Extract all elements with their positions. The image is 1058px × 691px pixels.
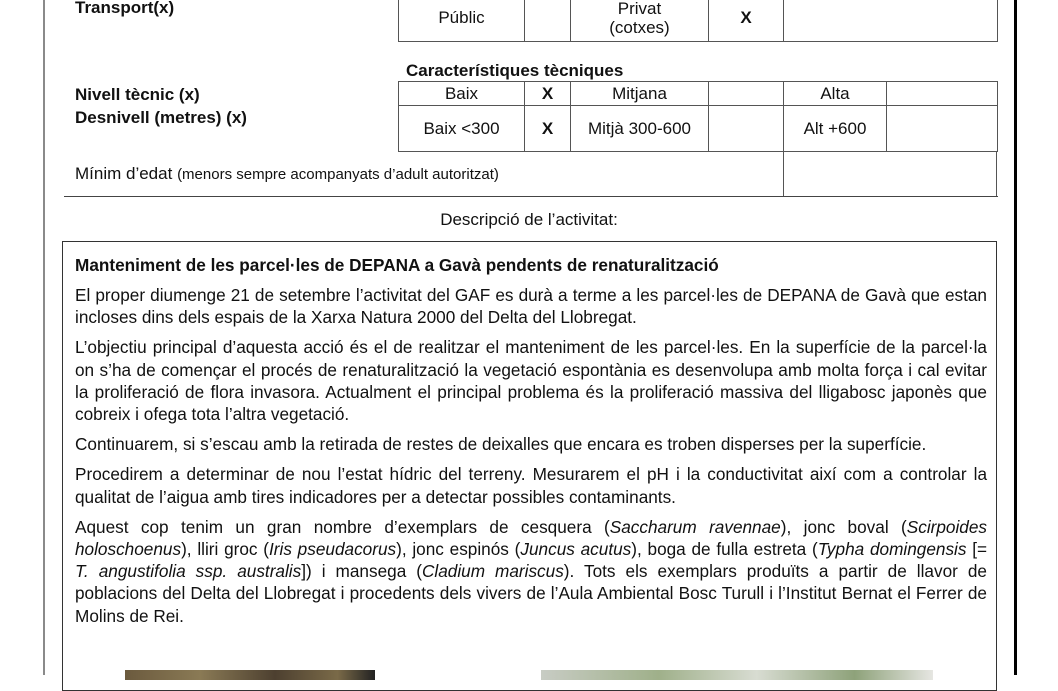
elevation-high-label: Alt +600: [784, 106, 887, 152]
min-age-note: (menors sempre acompanyats d’adult autoritzat): [177, 166, 499, 183]
description-heading: Descripció de l’activitat:: [440, 210, 618, 229]
technical-table: [398, 81, 998, 152]
transport-private-line2: (cotxes): [609, 18, 670, 37]
min-age-row: [75, 164, 499, 184]
description-paragraph-3: Continuarem, si s’escau amb la retirada de restes de deixalles que encara es troben disperses per la superfície.: [75, 434, 927, 455]
p5-text: ), jonc espinós (: [396, 539, 521, 560]
description-box: [62, 241, 997, 691]
species-name: Scirpoides holoschoenus: [75, 516, 988, 560]
page-right-border: [1014, 0, 1017, 675]
species-name: Typha domingensis: [817, 539, 967, 560]
elevation-mid-label: Mitjà 300-600: [571, 106, 709, 152]
elevation-high-mark[interactable]: [887, 106, 998, 152]
photo-left: [125, 670, 375, 680]
transport-private-label: [571, 0, 709, 42]
species-name: Cladium mariscus: [421, 561, 564, 582]
description-paragraph-5: [75, 516, 987, 627]
p5-text: ), jonc boval (: [780, 516, 907, 537]
level-label: Nivell tècnic (x): [75, 85, 200, 104]
level-high-mark[interactable]: [887, 82, 998, 106]
transport-private-mark[interactable]: X: [709, 0, 784, 42]
technical-heading: Característiques tècniques: [406, 61, 624, 80]
elevation-label: Desnivell (metres) (x): [75, 108, 247, 127]
transport-extra: [784, 0, 998, 42]
p5-text: ), boga de fulla estreta (: [631, 539, 818, 560]
min-age-label: Mínim d’edat: [75, 164, 173, 183]
description-paragraph-4: Procedirem a determinar de nou l’estat hídric del terreny. Mesurarem el pH i la conductivitat així com a controlar la qualitat de l’aigua amb tires indicadores per a detectar possibles contaminants.: [75, 464, 987, 507]
level-mid-mark[interactable]: [709, 82, 784, 106]
species-name: Saccharum ravennae: [609, 516, 781, 537]
elevation-low-label: Baix <300: [399, 106, 525, 152]
species-name: T. angustifolia ssp. australis: [75, 561, 302, 582]
level-low-mark[interactable]: X: [525, 82, 571, 106]
description-paragraph-2: L’objectiu principal d’aquesta acció és el de realitzar el manteniment de les parcel·les. En la superfície de la parcel·la on s’ha de començar el procés de renaturalització la vegetació espontània es desenvolupa amb molta força i cal evitar la proliferació de flora invasora. Actualment el principal problema és la proliferació massiva del lligabosc japonès que cobreix i ofega tota l’altra vegetació.: [75, 337, 987, 425]
transport-public-label: Públic: [399, 0, 525, 42]
level-mid-label: Mitjana: [571, 82, 709, 106]
species-name: Juncus acutus: [520, 539, 632, 560]
p5-text: ). Tots els exemplars produïts a partir de llavor de poblacions del Delta del Llobregat i procedents dels vivers de l’Aula Ambiental Bosc Turull i l’Institut Bernat el Ferrer de Molins de Rei.: [75, 561, 987, 626]
level-low-label: Baix: [399, 82, 525, 106]
p5-text: Aquest cop tenim un gran nombre d’exemplars de cesquera (: [75, 516, 610, 537]
min-age-value[interactable]: [783, 151, 997, 196]
photo-right: [541, 670, 933, 680]
description-title: Manteniment de les parcel·les de DEPANA a Gavà pendents de renaturalització: [75, 255, 719, 275]
transport-public-mark[interactable]: [525, 0, 571, 42]
p5-text: ), lliri groc (: [181, 539, 270, 560]
transport-table: [398, 0, 998, 42]
p5-text: [=: [966, 539, 988, 560]
p5-text: ]) i mansega (: [301, 561, 422, 582]
level-high-label: Alta: [784, 82, 887, 106]
species-name: Iris pseudacorus: [269, 539, 397, 560]
page-left-border: [43, 0, 45, 675]
min-age-divider: [64, 196, 998, 197]
transport-label: Transport(x): [75, 0, 175, 17]
elevation-mid-mark[interactable]: [709, 106, 784, 152]
description-paragraph-1: El proper diumenge 21 de setembre l’activitat del GAF es durà a terme a les parcel·les de DEPANA de Gavà que estan incloses dins dels espais de la Xarxa Natura 2000 del Delta del Llobregat.: [75, 285, 987, 328]
elevation-low-mark[interactable]: X: [525, 106, 571, 152]
transport-private-line1: Privat: [617, 0, 662, 18]
